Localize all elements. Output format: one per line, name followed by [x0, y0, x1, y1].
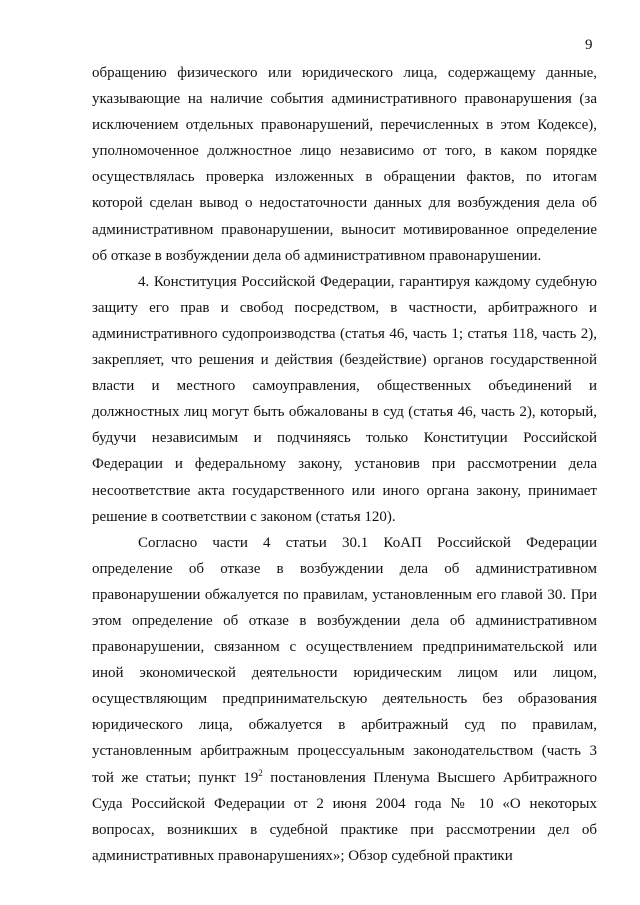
superscript-mark: 2	[258, 767, 263, 778]
paragraph-text-after-footnote: постановления Пленума Высшего Арбитражного Суда Российской Федерации от 2 июня 2004 года № 10 «О некоторых вопросах, возникших в судебной практике при рассмотрении дел об административных правонарушениях»; Обзор судебной практики	[92, 769, 597, 864]
document-body	[92, 60, 597, 869]
page-number: 9	[585, 37, 593, 53]
paragraph-koap-appeal	[92, 530, 597, 869]
paragraph-continuation: обращению физического или юридического лица, содержащему данные, указывающие на наличие события административного правонарушения (за исключением отдельных правонарушений, перечисленных в этом Кодексе), уполномоченное должностное лицо независимо от того, в каком порядке осуществлялась проверка изложенных в обращении фактов, по итогам которой сделан вывод о недостаточности данных для возбуждения дела об административном правонарушении, выносит мотивированное определение об отказе в возбуждении дела об административном правонарушении.	[92, 65, 597, 264]
paragraph-4-constitution: 4. Конституция Российской Федерации, гарантируя каждому судебную защиту его прав и свобод посредством, в частности, арбитражного и административного судопроизводства (статья 46, часть 1; статья 118, часть 2), закрепляет, что решения и действия (бездействие) органов государственной власти и местного самоуправления, общественных объединений и должностных лиц могут быть обжалованы в суд (статья 46, часть 2), который, будучи независимым и подчиняясь только Конституции Российской Федерации и федеральному закону, установив при рассмотрении дела несоответствие акта государственного или иного органа закону, принимает решение в соответствии с законом (статья 120).	[92, 273, 597, 525]
paragraph-text-before-footnote: Согласно части 4 статьи 30.1 КоАП Российской Федерации определение об отказе в возбуждении дела об административном правонарушении обжалуется по правилам, установленным его главой 30. При этом определение об отказе в возбуждении дела об административном правонарушении, связанном с осуществлением предпринимательской или иной экономической деятельности юридическим лицом или лицом, осуществляющим предпринимательскую деятельность без образования юридического лица, обжалуется в арбитражный суд по правилам, установленным арбитражным процессуальным законодательством (часть 3 той же статьи; пункт 19	[92, 534, 597, 786]
